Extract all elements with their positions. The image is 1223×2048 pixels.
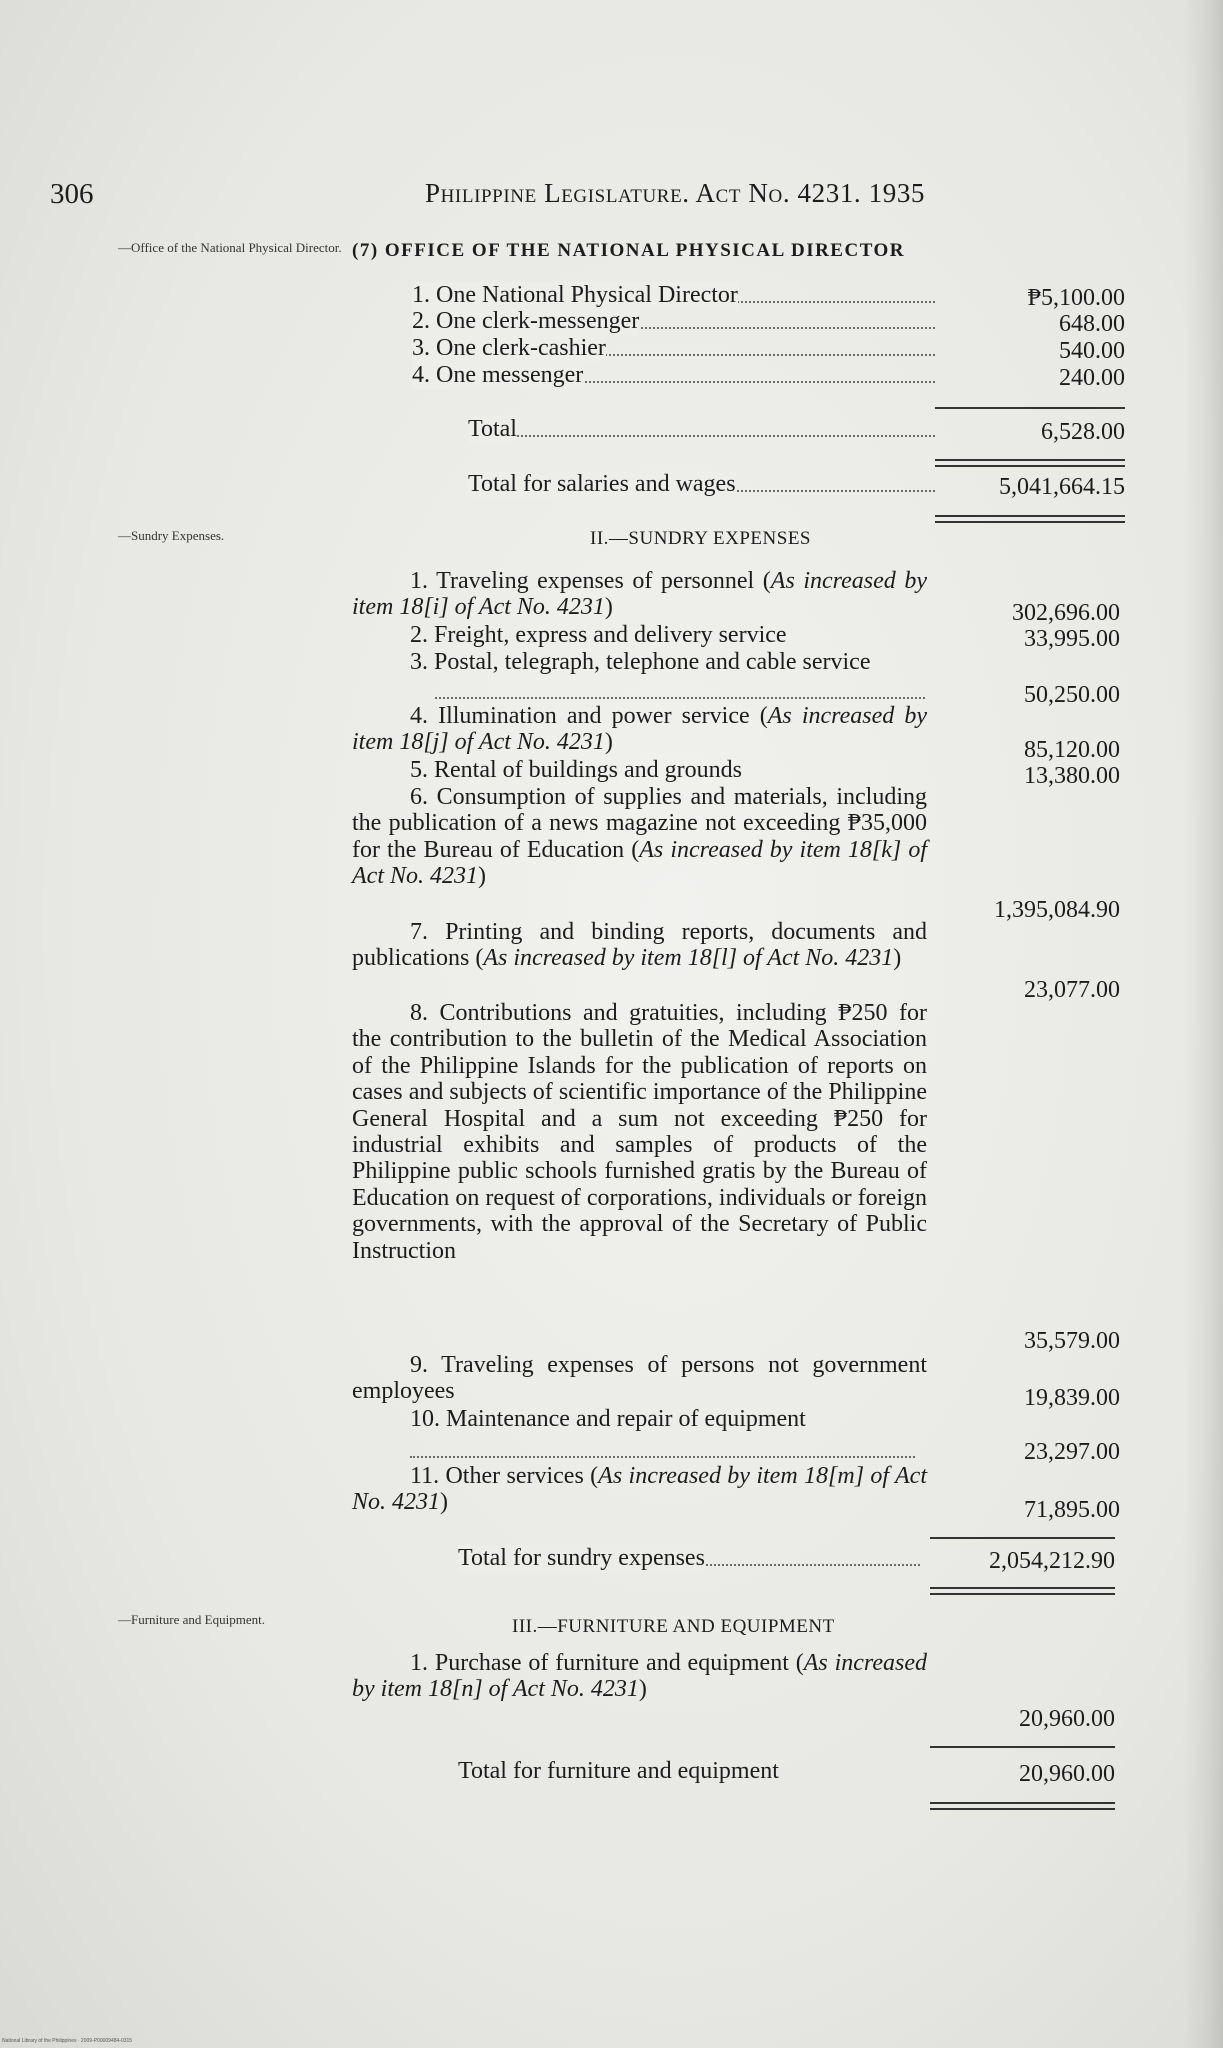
sundry-item-8: 8. Contributions and gratuities, including ₱250 for the contribution to the bulletin of the Medical Association of the Philippine Islands for the publication of reports on cases and subjects of scientific importance of the Philippine General Hospital and a sum not exceeding ₱250 for industrial exhibits and samples of products of the Philippine public schools furnished gratis by the Bureau of Education on request of corporations, individuals or foreign governments, with the approval of the Secretary of Public Instruction	[352, 1000, 927, 1264]
furniture-double-rule	[930, 1802, 1115, 1810]
furniture-heading: III.—FURNITURE AND EQUIPMENT	[512, 1616, 835, 1637]
sundry-item-3: 3. Postal, telegraph, telephone and cable service	[410, 649, 871, 675]
total-double-rule	[935, 459, 1125, 467]
sundry-item-amount: 71,895.00	[1024, 1497, 1120, 1523]
furniture-total-row	[458, 1758, 920, 1785]
office-total-amount: 6,528.00	[1041, 419, 1125, 445]
margin-note-office: —Office of the National Physical Director.	[118, 240, 342, 255]
subtotal-rule	[930, 1537, 1115, 1539]
sundry-item-7: 7. Printing and binding reports, documents and publications (As increased by item 18[l] of Act No. 4231)	[352, 919, 927, 972]
sundry-item-amount: 85,120.00	[1024, 737, 1120, 763]
section-7-heading: (7) OFFICE OF THE NATIONAL PHYSICAL DIRECTOR	[352, 240, 906, 261]
office-item-label: 3. One clerk-cashier	[412, 335, 606, 361]
sundry-item-5: 5. Rental of buildings and grounds	[410, 757, 742, 783]
sundry-heading: II.—SUNDRY EXPENSES	[590, 528, 811, 549]
margin-note-sundry: —Sundry Expenses.	[118, 528, 225, 543]
salaries-double-rule	[935, 515, 1125, 523]
margin-note-furniture: —Furniture and Equipment.	[118, 1612, 265, 1627]
sundry-item-amount: 23,077.00	[1024, 977, 1120, 1003]
sundry-total-amount: 2,054,212.90	[989, 1548, 1115, 1574]
salaries-total-row	[468, 471, 935, 498]
sundry-item-4: 4. Illumination and power service (As increased by item 18[j] of Act No. 4231)	[352, 703, 927, 756]
office-item-amount: ₱5,100.00	[1027, 285, 1125, 311]
sundry-item-10: 10. Maintenance and repair of equipment	[410, 1406, 806, 1432]
office-item-label: 4. One messenger	[412, 362, 584, 388]
page-edge-shadow	[1183, 0, 1223, 2048]
office-total-row	[468, 416, 935, 443]
salaries-total-label: Total for salaries and wages	[468, 471, 736, 497]
sundry-item-2: 2. Freight, express and delivery service	[410, 622, 787, 648]
running-head: Philippine Legislature. Act No. 4231. 1935	[425, 178, 926, 208]
furniture-total-label: Total for furniture and equipment	[458, 1758, 779, 1784]
sundry-item-11: 11. Other services (As increased by item 18[m] of Act No. 4231)	[352, 1463, 927, 1516]
sundry-total-label: Total for sundry expenses	[458, 1545, 705, 1571]
sundry-item-6: 6. Consumption of supplies and materials, including the publication of a news magazine not exceeding ₱35,000 for the Bureau of Education (As increased by item 18[k] of Act No. 4231)	[352, 784, 927, 890]
office-item-4	[412, 362, 935, 389]
leader	[435, 697, 925, 699]
office-item-1	[412, 282, 935, 309]
sundry-item-amount: 302,696.00	[1012, 600, 1120, 626]
office-item-2	[412, 308, 935, 335]
furniture-total-amount: 20,960.00	[1019, 1761, 1115, 1787]
archive-stamp: National Library of the Philippines · 2009-P00009484-0315	[2, 2038, 133, 2044]
subtotal-rule	[935, 407, 1125, 409]
office-item-3	[412, 335, 935, 362]
salaries-total-amount: 5,041,664.15	[999, 474, 1125, 500]
sundry-item-amount: 13,380.00	[1024, 763, 1120, 789]
sundry-item-1: 1. Traveling expenses of personnel (As increased by item 18[i] of Act No. 4231)	[352, 568, 927, 621]
sundry-double-rule	[930, 1587, 1115, 1595]
office-item-amount: 648.00	[1059, 311, 1125, 337]
office-total-label: Total	[468, 416, 517, 442]
office-item-label: 2. One clerk-messenger	[412, 308, 640, 334]
sundry-item-amount: 50,250.00	[1024, 682, 1120, 708]
sundry-item-amount: 33,995.00	[1024, 626, 1120, 652]
sundry-total-row	[458, 1545, 920, 1572]
furniture-item-amount: 20,960.00	[1019, 1706, 1115, 1732]
sundry-item-amount: 23,297.00	[1024, 1439, 1120, 1465]
office-item-label: 1. One National Physical Director	[412, 282, 738, 308]
sundry-item-9: 9. Traveling expenses of persons not government employees	[352, 1352, 927, 1405]
subtotal-rule	[930, 1746, 1115, 1748]
office-item-amount: 240.00	[1059, 365, 1125, 391]
leader	[410, 1456, 915, 1458]
furniture-item-1: 1. Purchase of furniture and equipment (As increased by item 18[n] of Act No. 4231)	[352, 1650, 927, 1703]
sundry-item-amount: 35,579.00	[1024, 1328, 1120, 1354]
page-number: 306	[50, 178, 94, 210]
office-item-amount: 540.00	[1059, 338, 1125, 364]
page-header	[0, 178, 1223, 212]
sundry-item-amount: 1,395,084.90	[994, 897, 1120, 923]
sundry-item-amount: 19,839.00	[1024, 1385, 1120, 1411]
